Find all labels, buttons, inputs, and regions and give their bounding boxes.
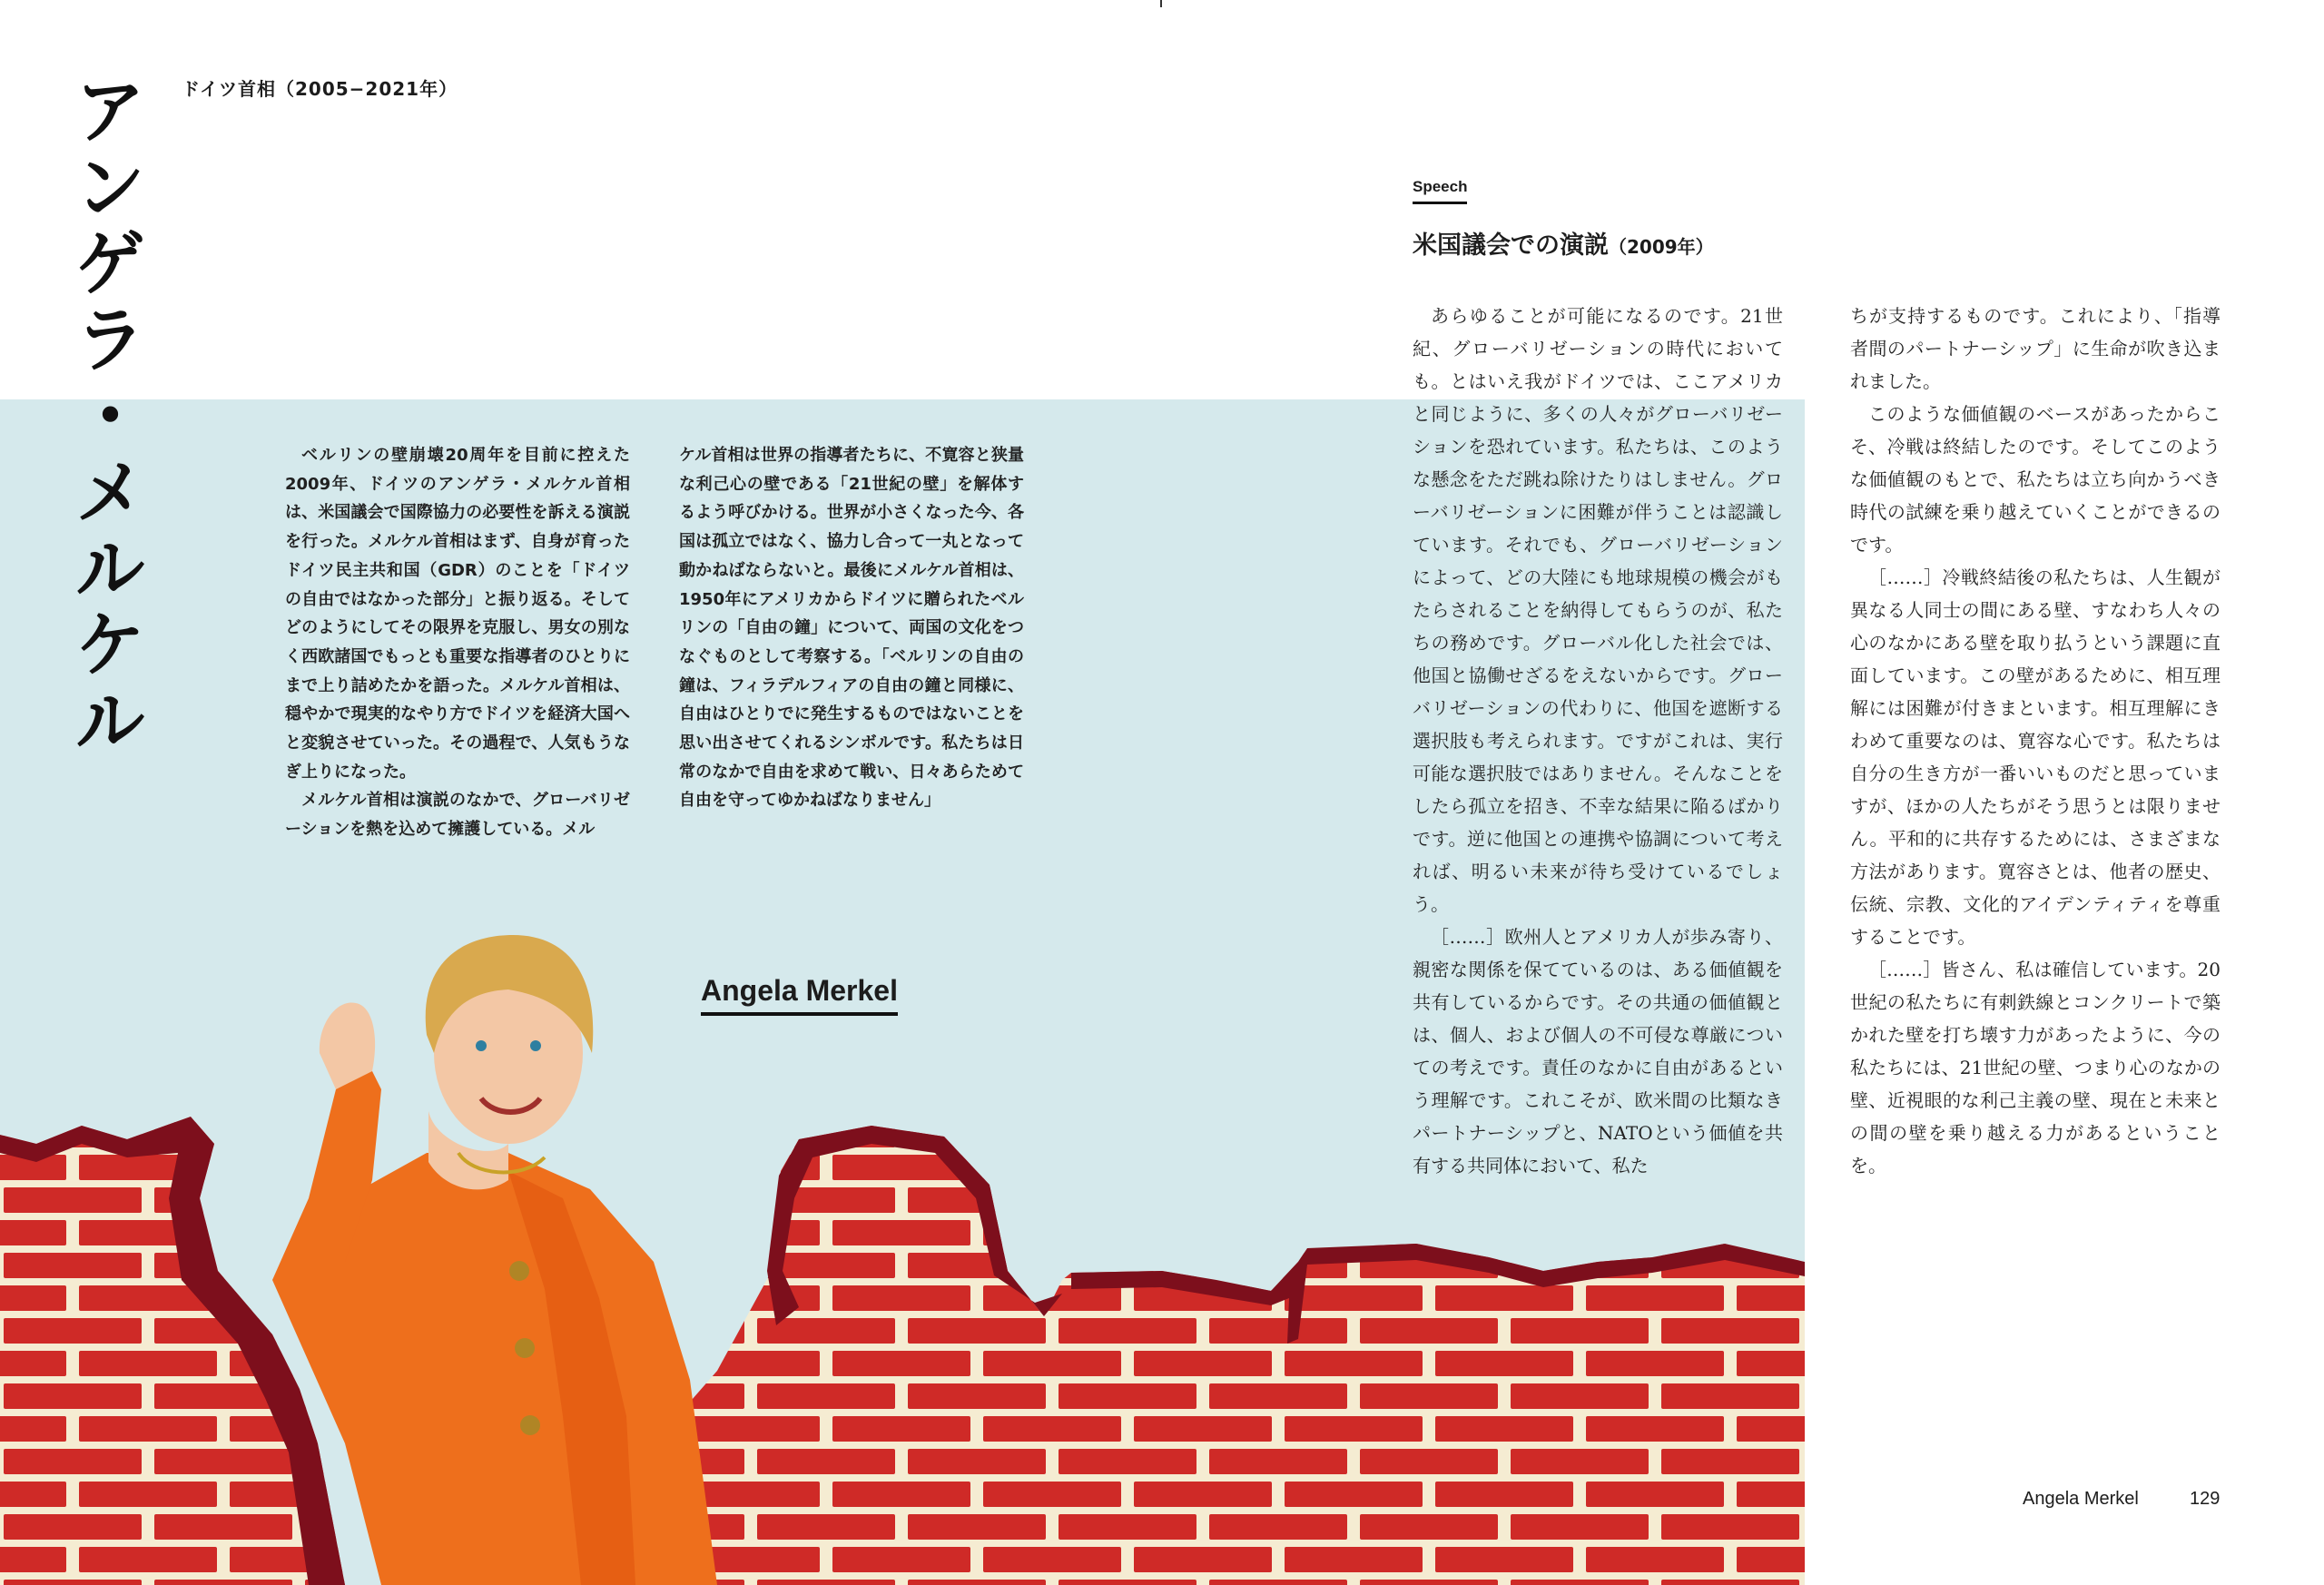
speech-title-text: 米国議会での演説 xyxy=(1413,231,1609,260)
speech-title xyxy=(1413,225,1714,261)
speech-paragraph: ちが支持するものです。これにより、「指導者間のパートナーシップ」に生命が吹き込まれました。 xyxy=(1850,305,2221,392)
signature-label: Angela Merkel xyxy=(701,974,898,1016)
intro-column-1 xyxy=(285,441,630,844)
intro-paragraph: ケル首相は世界の指導者たちに、不寛容と狭量な利己心の壁である「21世紀の壁」を解体するよう呼びかける。世界が小さくなった今、各国は孤立ではなく、協力し合って一丸となって動かねばならないと。最後にメルケル首相は、1950年にアメリカからドイツに贈られたベルリンの「自由の鐘」について、両国の文化をつなぐものとして考察する。「ベルリンの自由の鐘は、フィラデルフィアの自由の鐘と同様に、自由はひとりでに発生するものではないことを思い出させてくれるシンボルです。私たちは日常のなかで自由を求めて戦い、日々あらためて自由を守ってゆかねばなりません」 xyxy=(679,446,1024,811)
intro-column-2 xyxy=(679,441,1024,815)
speech-paragraph: ［……］欧州人とアメリカ人が歩み寄り、親密な関係を保てているのは、ある価値観を共有しているからです。その共通の価値観とは、個人、および個人の不可侵な尊厳についての考えです。責任のなかに自由があるという理解です。これこそが、欧米間の比類なきパートナーシップと、NATOという価値を共有する共同体において、私た xyxy=(1413,926,1783,1176)
vertical-title: アンゲラ・メルケル xyxy=(62,73,146,759)
speech-tag: Speech xyxy=(1413,178,1467,204)
intro-paragraph: ベルリンの壁崩壊20周年を目前に控えた2009年、ドイツのアンゲラ・メルケル首相は、米国議会で国際協力の必要性を訴える演説を行った。メルケル首相はまず、自身が育ったドイツ民主共和国（GDR）のことを「ドイツの自由ではなかった部分」と振り返る。そしてどのようにしてその限界を克服し、男女の別なく西欧諸国でもっとも重要な指導者のひとりにまで上り詰めたかを語った。メルケル首相は、穏やかで現実的なやり方でドイツを経済大国へと変貌させていった。その過程で、人気もうなぎ上りになった。 xyxy=(285,446,630,782)
merkel-figure xyxy=(272,935,717,1585)
spread-center-mark xyxy=(1160,0,1162,7)
running-footer-name: Angela Merkel xyxy=(2023,1489,2139,1509)
speech-column-2 xyxy=(1850,300,2221,1182)
speech-paragraph: ［……］冷戦終結後の私たちは、人生観が異なる人同士の間にある壁、すなわち人々の心のなかにある壁を取り払うという課題に直面しています。この壁があるために、相互理解には困難が付きまといます。相互理解にきわめて重要なのは、寛容な心です。私たちは自分の生き方が一番いいものだと思っていますが、ほかの人たちがそう思うとは限りません。平和的に共存するためには、さまざまな方法があります。寛容さとは、他者の歴史、伝統、宗教、文化的アイデンティティを尊重することです。 xyxy=(1850,566,2221,948)
speech-paragraph: あらゆることが可能になるのです。21世紀、グローバリゼーションの時代においても。とはいえ我がドイツでは、ここアメリカと同じように、多くの人々がグローバリゼーションを恐れています。私たちは、このような懸念をただ跳ね除けたりはしません。グローバリゼーションに困難が伴うことは認識しています。それでも、グローバリゼーションによって、どの大陸にも地球規模の機会がもたらされることを納得してもらうのが、私たちの務めです。グローバル化した社会では、他国と協働せざるをえないからです。グローバリゼーションの代わりに、他国を遮断する選択肢も考えられます。ですがこれは、実行可能な選択肢ではありません。そんなことをしたら孤立を招き、不幸な結果に陥るばかりです。逆に他国との連携や協調について考えれば、明るい未来が待ち受けているでしょう。 xyxy=(1413,305,1783,915)
speech-column-1 xyxy=(1413,300,1783,1182)
speech-paragraph: このような価値観のベースがあったからこそ、冷戦は終結したのです。そしてこのような価値観のもとで、私たちは立ち向かうべき時代の試練を乗り越えていくことができるのです。 xyxy=(1850,403,2221,556)
role-subtitle: ドイツ首相（2005−2021年） xyxy=(182,78,458,100)
speech-year: （2009年） xyxy=(1609,236,1714,258)
speech-paragraph: ［……］皆さん、私は確信しています。20世紀の私たちに有刺鉄線とコンクリートで築かれた壁を打ち壊す力があったように、今の私たちには、21世紀の壁、つまり心のなかの壁、近視眼的な利己主義の壁、現在と未来との間の壁を乗り越える力があるということを。 xyxy=(1850,959,2221,1176)
wall-right xyxy=(635,1126,1805,1585)
intro-paragraph: メルケル首相は演説のなかで、グローバリゼーションを熱を込めて擁護している。メル xyxy=(285,791,630,840)
page-number: 129 xyxy=(2190,1489,2221,1509)
